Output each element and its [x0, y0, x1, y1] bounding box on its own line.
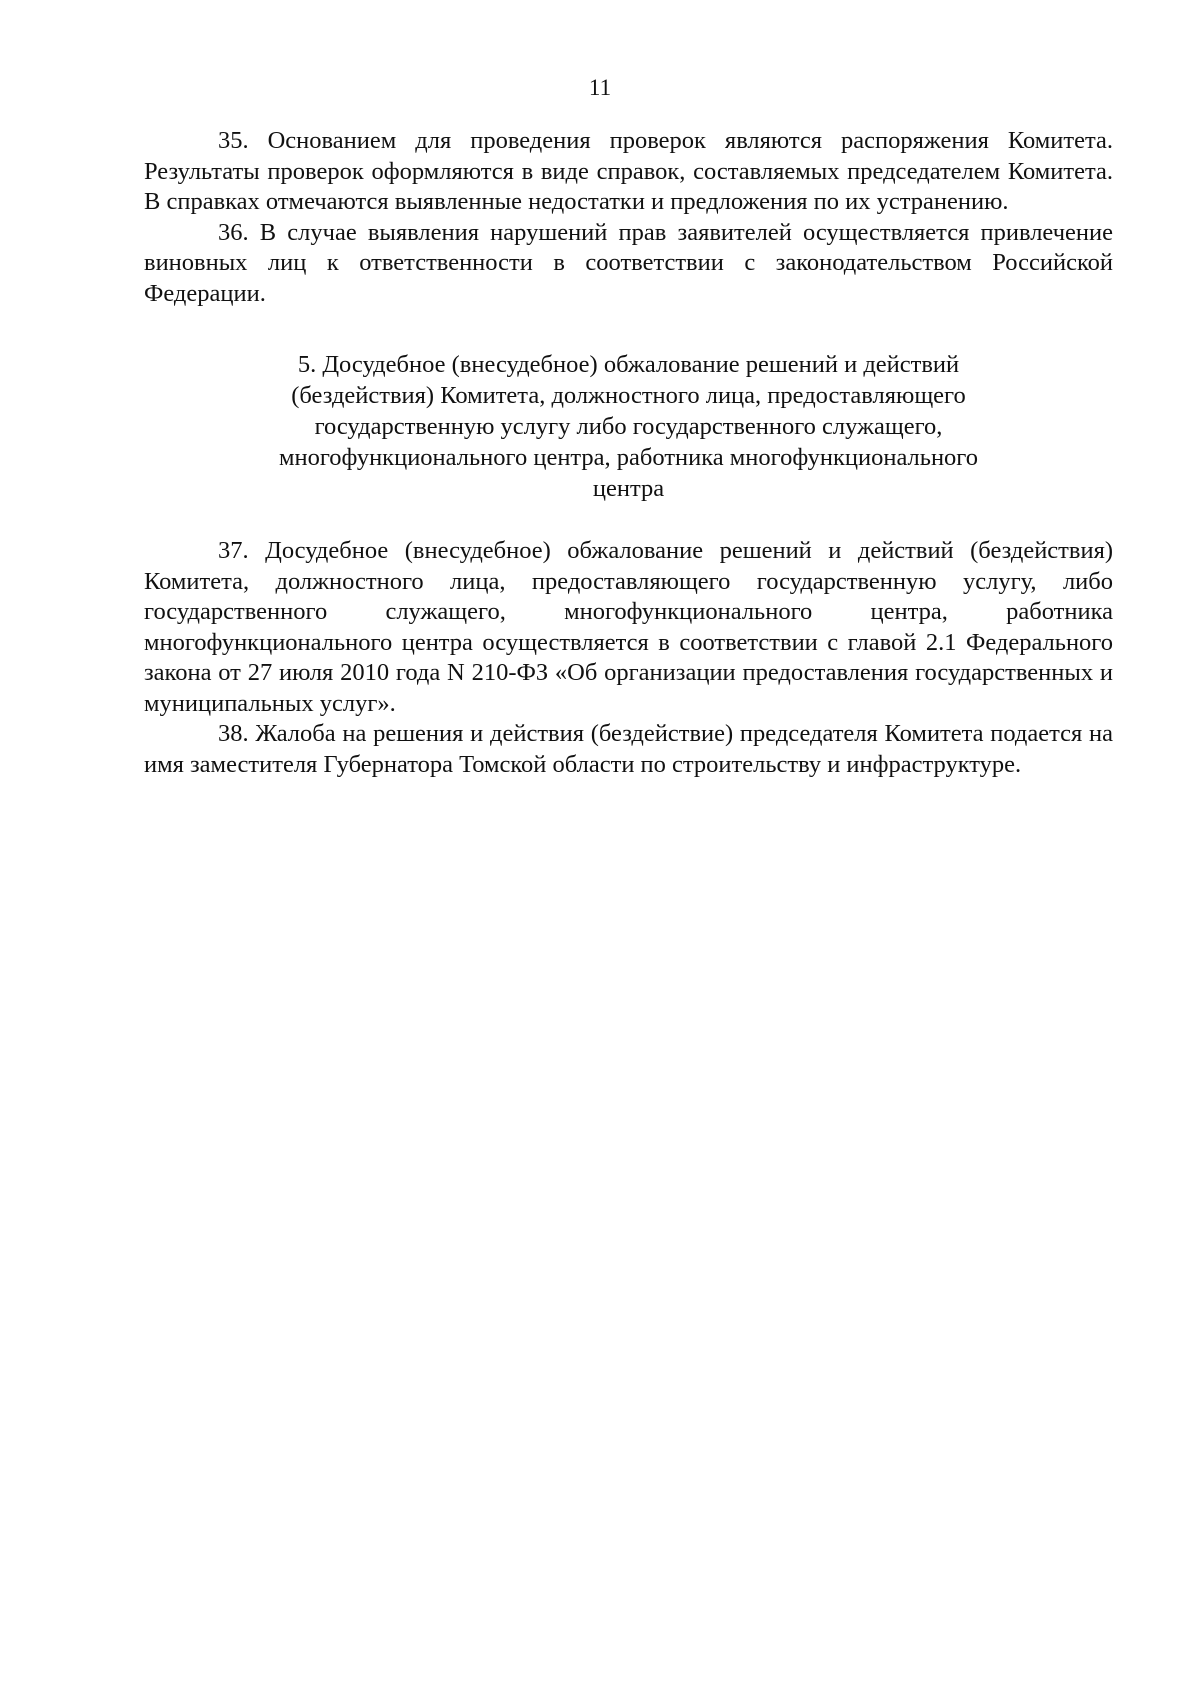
document-body [144, 126, 1113, 780]
paragraph-35: 35. Основанием для проведения проверок являются распоряжения Комитета. Результаты проверок оформляются в виде справок, составляемых председателем Комитета. В справках отмечаются выявленные недостатки и предложения по их устранению. [144, 127, 1113, 215]
paragraph-36: 36. В случае выявления нарушений прав заявителей осуществляется привлечение виновных лиц к ответственности в соответствии с законодательством Российской Федерации. [144, 218, 1113, 307]
paragraph-37: 37. Досудебное (внесудебное) обжалование решений и действий (бездействия) Комитета, должностного лица, предоставляющего государственную услугу, либо государственного служащего, многофункционального центра, работника многофункционального центра осуществляется в соответствии с главой 2.1 Федерального закона от 27 июля 2010 года N 210-ФЗ «Об организации предоставления государственных и муниципальных услуг». [144, 537, 1113, 717]
section-5-title: 5. Досудебное (внесудебное) обжалование решений и действий (бездействия) Комитета, должностного лица, предоставляющего государственную услугу либо государственного служащего, многофункционального центра, работника многофункционального центра [279, 351, 978, 502]
paragraph-38: 38. Жалоба на решения и действия (бездействие) председателя Комитета подается на имя заместителя Губернатора Томской области по строительству и инфраструктуре. [144, 720, 1113, 778]
page-number: 11 [588, 75, 612, 100]
